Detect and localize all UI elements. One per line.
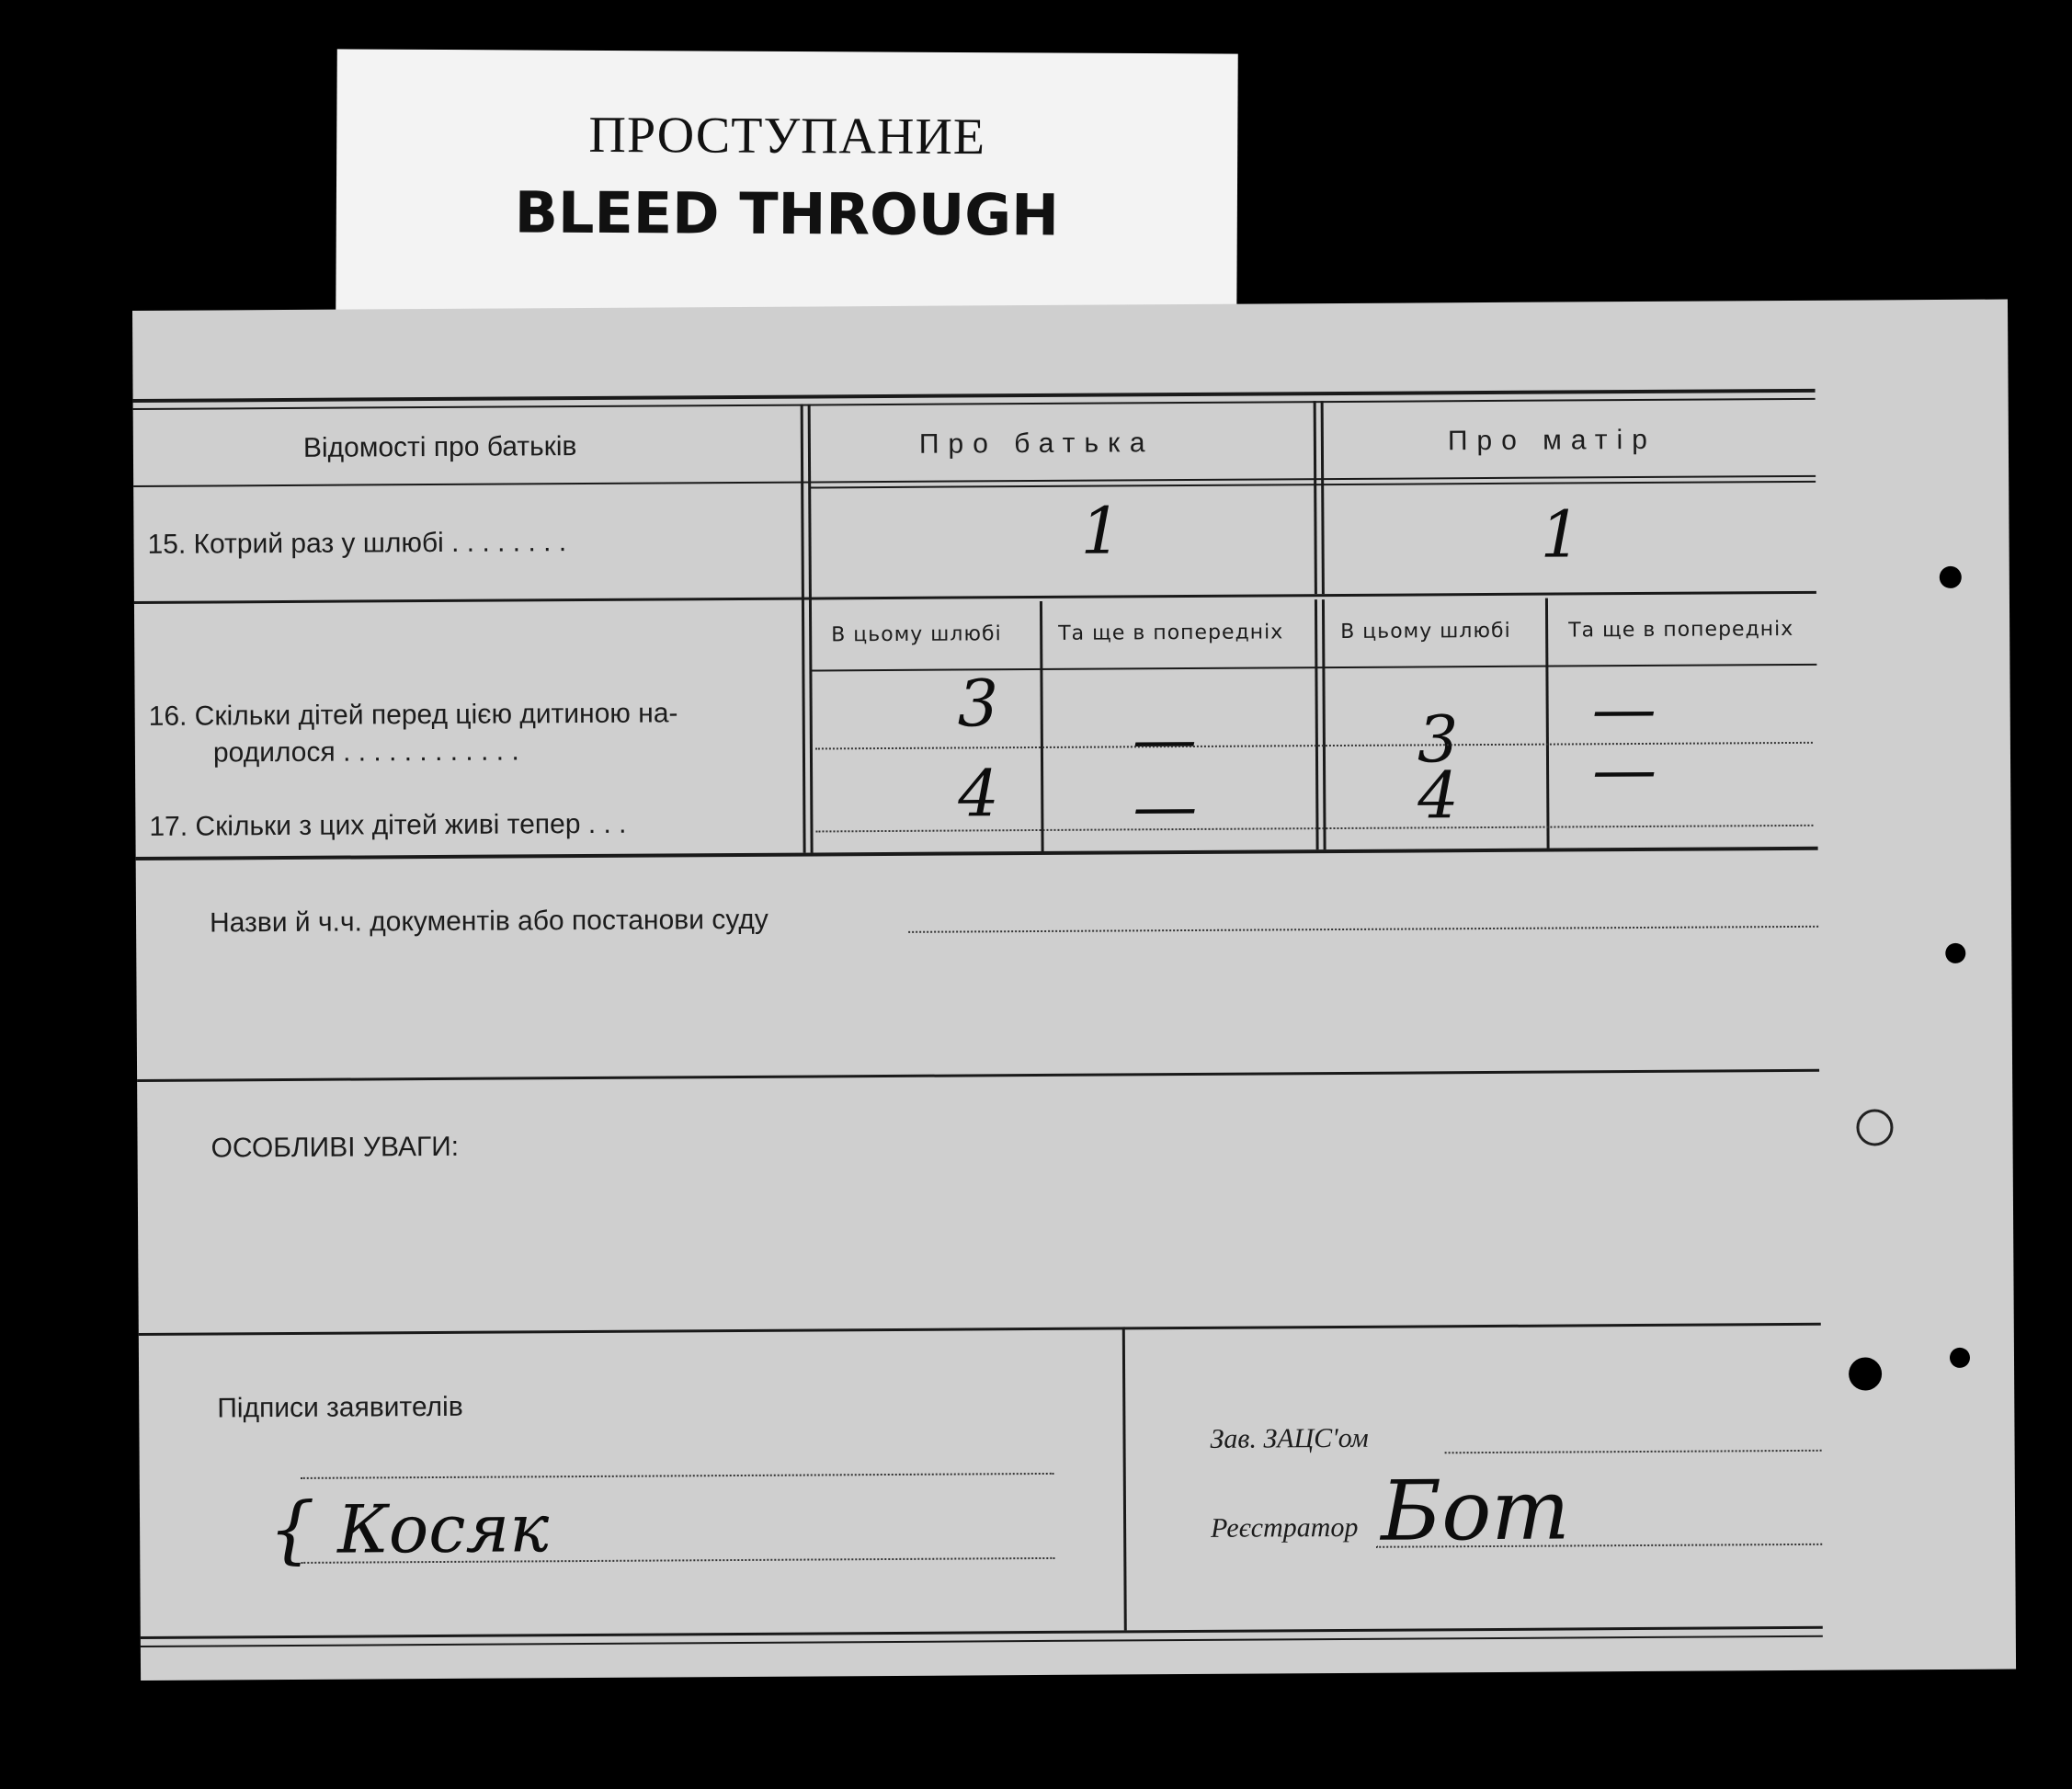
divider-v2b-lower: [1322, 599, 1326, 849]
applicant-sig-line1: [301, 1473, 1054, 1479]
label-english-text: BLEED THROUGH: [514, 178, 1060, 249]
head-zags-dotted-line: [1445, 1450, 1822, 1454]
header-about-mother: Про матір: [1447, 424, 1657, 457]
row16-father-prev: —: [1132, 701, 1198, 778]
divider-mother-sub: [1545, 598, 1550, 849]
punch-hole-1: [1940, 566, 1962, 588]
row16-mother-this: 3: [1417, 701, 1459, 778]
divider-v1: [801, 405, 804, 598]
punch-hole-2: [1945, 943, 1965, 963]
row17-father-this: 4: [957, 756, 1000, 832]
sub-father-this: В цьому шлюбі: [831, 622, 1002, 647]
divider-v1b-lower: [809, 597, 814, 852]
header-about-father: Про батька: [918, 427, 1155, 460]
punch-hole-5: [1950, 1348, 1970, 1368]
row17-father-prev: —: [1133, 768, 1198, 845]
header-parents-info: Відомості про батьків: [302, 431, 577, 463]
row17-mother-prev: —: [1591, 731, 1657, 808]
bleed-through-label-card: [336, 49, 1238, 322]
divider-v1b: [808, 404, 812, 597]
documents-dotted-line: [908, 926, 1818, 933]
row17-label: 17. Скільки з цих дітей живі тепер . . .: [149, 808, 627, 842]
divider-v2-lower: [1315, 599, 1319, 849]
head-zags-label: Зав. ЗАЦС'ом: [1210, 1422, 1369, 1454]
registrar-signature: Бот: [1380, 1462, 1570, 1560]
label-russian-text: ПРОСТУПАНИЕ: [588, 106, 986, 166]
row15-underline: [134, 591, 1816, 604]
documents-underline: [137, 1069, 1819, 1082]
row15-label: 15. Котрий раз у шлюбі . . . . . . . .: [147, 527, 567, 560]
row16-label-line1: 16. Скільки дітей перед цією дитиною на-: [148, 698, 678, 732]
row16-dotted-line: [815, 742, 1813, 750]
divider-v2: [1314, 401, 1317, 594]
sub-mother-prev: Та ще в попередніх: [1568, 617, 1794, 643]
row16-label-line2: родилося . . . . . . . . . . . .: [212, 735, 519, 769]
applicant-brace: {: [268, 1486, 316, 1573]
signatures-divider: [1122, 1327, 1127, 1630]
divider-v1-lower: [802, 598, 806, 853]
punch-hole-4: [1849, 1357, 1882, 1390]
form-sheet: [132, 300, 2016, 1681]
row17-mother-this: 4: [1417, 758, 1460, 834]
punch-hole-3: [1856, 1109, 1893, 1145]
documents-label: Назви й ч.ч. документів або постанови суду: [209, 904, 768, 939]
applicant-signature: Косяк: [336, 1489, 550, 1568]
divider-father-sub: [1040, 601, 1044, 851]
row16-mother-prev: —: [1591, 670, 1656, 747]
row17-underline: [136, 847, 1818, 860]
special-notes-label: ОСОБЛИВІ УВАГИ:: [211, 1131, 460, 1164]
sub-father-prev: Та ще в попередніх: [1058, 621, 1284, 645]
registrar-label: Реєстратор: [1211, 1511, 1359, 1544]
row15-father-value: 1: [1080, 493, 1122, 569]
applicants-signatures-label: Підписи заявителів: [217, 1391, 463, 1424]
row15-mother-value: 1: [1540, 496, 1582, 573]
row16-father-this: 3: [957, 666, 999, 742]
divider-v2b: [1321, 401, 1325, 594]
signatures-topline: [139, 1323, 1821, 1336]
sub-mother-this: В цьому шлюбі: [1340, 619, 1511, 644]
